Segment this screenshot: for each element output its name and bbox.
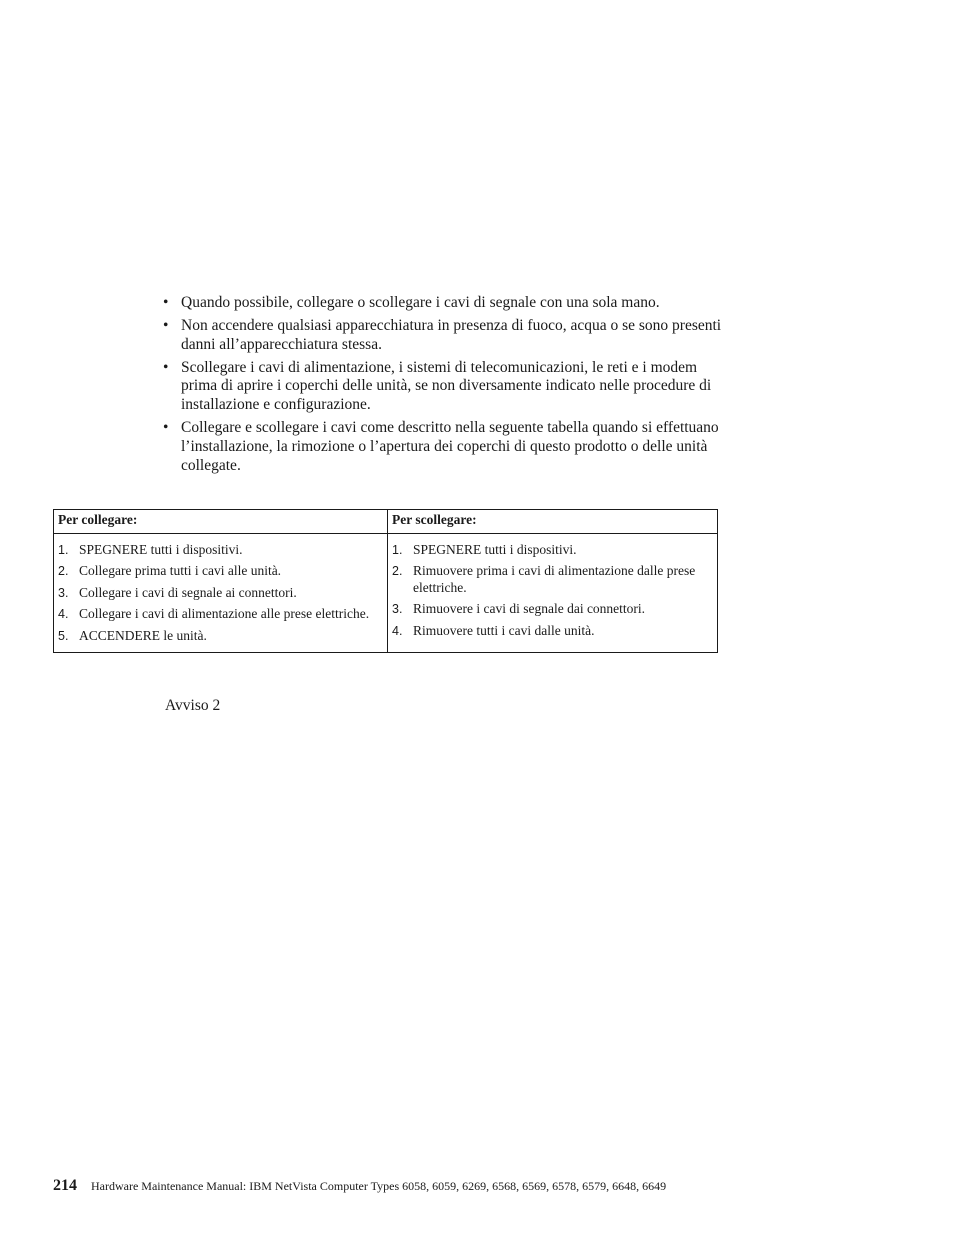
table-row xyxy=(54,533,718,653)
step-number: 4. xyxy=(58,607,69,621)
table-header-row xyxy=(54,510,718,534)
page-footer xyxy=(53,1175,733,1197)
disconnect-step xyxy=(392,542,713,559)
bullet-item xyxy=(163,294,723,313)
disconnect-step xyxy=(392,563,713,596)
bullet-item xyxy=(163,317,723,354)
step-number: 1. xyxy=(58,542,69,557)
step-text: Collegare prima tutti i cavi alle unità. xyxy=(79,563,282,578)
step-text: Rimuovere tutti i cavi dalle unità. xyxy=(413,622,595,638)
cable-procedure-table xyxy=(53,509,718,653)
step-text: SPEGNERE tutti i dispositivi. xyxy=(79,541,243,557)
step-number: 2. xyxy=(58,564,69,578)
bullet-text: Quando possibile, collegare o scollegare i cavi di segnale con una sola mano. xyxy=(181,294,660,311)
step-text: Rimuovere i cavi di segnale dai connettori. xyxy=(413,601,646,616)
disconnect-step xyxy=(392,601,713,618)
manual-title: Hardware Maintenance Manual: IBM NetVista Computer Types 6058, 6059, 6269, 6568, 6569, 6578, 6579, 6648, 6649 xyxy=(91,1179,667,1193)
step-text: SPEGNERE tutti i dispositivi. xyxy=(413,541,577,557)
bullet-symbol: • xyxy=(163,294,169,311)
connect-step xyxy=(58,606,383,623)
connect-step xyxy=(58,542,383,559)
bullet-item xyxy=(163,419,723,475)
bullet-item xyxy=(163,359,723,415)
disconnect-step xyxy=(392,623,713,640)
step-number: 2. xyxy=(392,564,403,578)
disconnect-step-list xyxy=(392,542,713,640)
bullet-symbol: • xyxy=(163,419,169,437)
connect-step xyxy=(58,628,383,645)
bullet-text: Collegare e scollegare i cavi come descritto nella seguente tabella quando si effettuano l’installazione, la rimozione o l’apertura dei coperchi di questo prodotto o delle unità collegate. xyxy=(181,419,719,474)
connect-step xyxy=(58,585,383,602)
step-number: 4. xyxy=(392,623,403,638)
bullet-text: Non accendere qualsiasi apparecchiatura in presenza di fuoco, acqua o se sono presenti danni all’apparecchiatura stessa. xyxy=(181,317,722,353)
bullet-symbol: • xyxy=(163,358,169,376)
safety-bullet-list xyxy=(163,294,723,480)
disconnect-header: Per scollegare: xyxy=(388,510,718,534)
step-number: 5. xyxy=(58,628,69,643)
connect-step-list xyxy=(58,542,383,645)
notice-label: Avviso 2 xyxy=(165,697,221,714)
bullet-symbol: • xyxy=(163,317,169,334)
disconnect-steps-cell xyxy=(388,533,718,653)
connect-header: Per collegare: xyxy=(54,510,388,534)
step-number: 1. xyxy=(392,542,403,557)
step-text: Rimuovere prima i cavi di alimentazione dalle prese elettriche. xyxy=(413,563,696,595)
bullet-text: Scollegare i cavi di alimentazione, i sistemi di telecomunicazioni, le reti e i modem prima di aprire i coperchi delle unità, se non diversamente indicato nelle procedure di installazione e configurazione. xyxy=(181,358,712,414)
page-number: 214 xyxy=(53,1177,77,1194)
step-number: 3. xyxy=(392,602,403,616)
step-text: ACCENDERE le unità. xyxy=(79,627,207,643)
connect-step xyxy=(58,563,383,580)
step-number: 3. xyxy=(58,585,69,600)
step-text: Collegare i cavi di segnale ai connettori. xyxy=(79,584,297,600)
connect-steps-cell xyxy=(54,533,388,653)
step-text: Collegare i cavi di alimentazione alle prese elettriche. xyxy=(79,606,370,621)
